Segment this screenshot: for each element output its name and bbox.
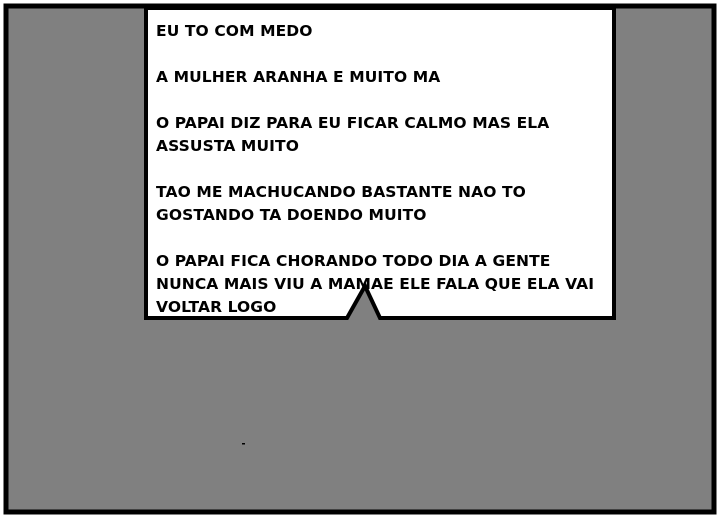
speech-line-4: TAO ME MACHUCANDO BASTANTE NAO TO GOSTANDO TA DOENDO MUITO (156, 183, 526, 224)
speech-bubble-text (156, 20, 608, 319)
speech-line-5: O PAPAI FICA CHORANDO TODO DIA A GENTE NUNCA MAIS VIU A MAMAE ELE FALA QUE ELA VAI VOLTAR LOGO (156, 252, 595, 316)
speech-line-1: EU TO COM MEDO (156, 22, 313, 40)
speech-line-3: O PAPAI DIZ PARA EU FICAR CALMO MAS ELA ASSUSTA MUITO (156, 114, 550, 155)
stray-mark (242, 443, 245, 445)
speech-line-2: A MULHER ARANHA E MUITO MA (156, 68, 441, 86)
